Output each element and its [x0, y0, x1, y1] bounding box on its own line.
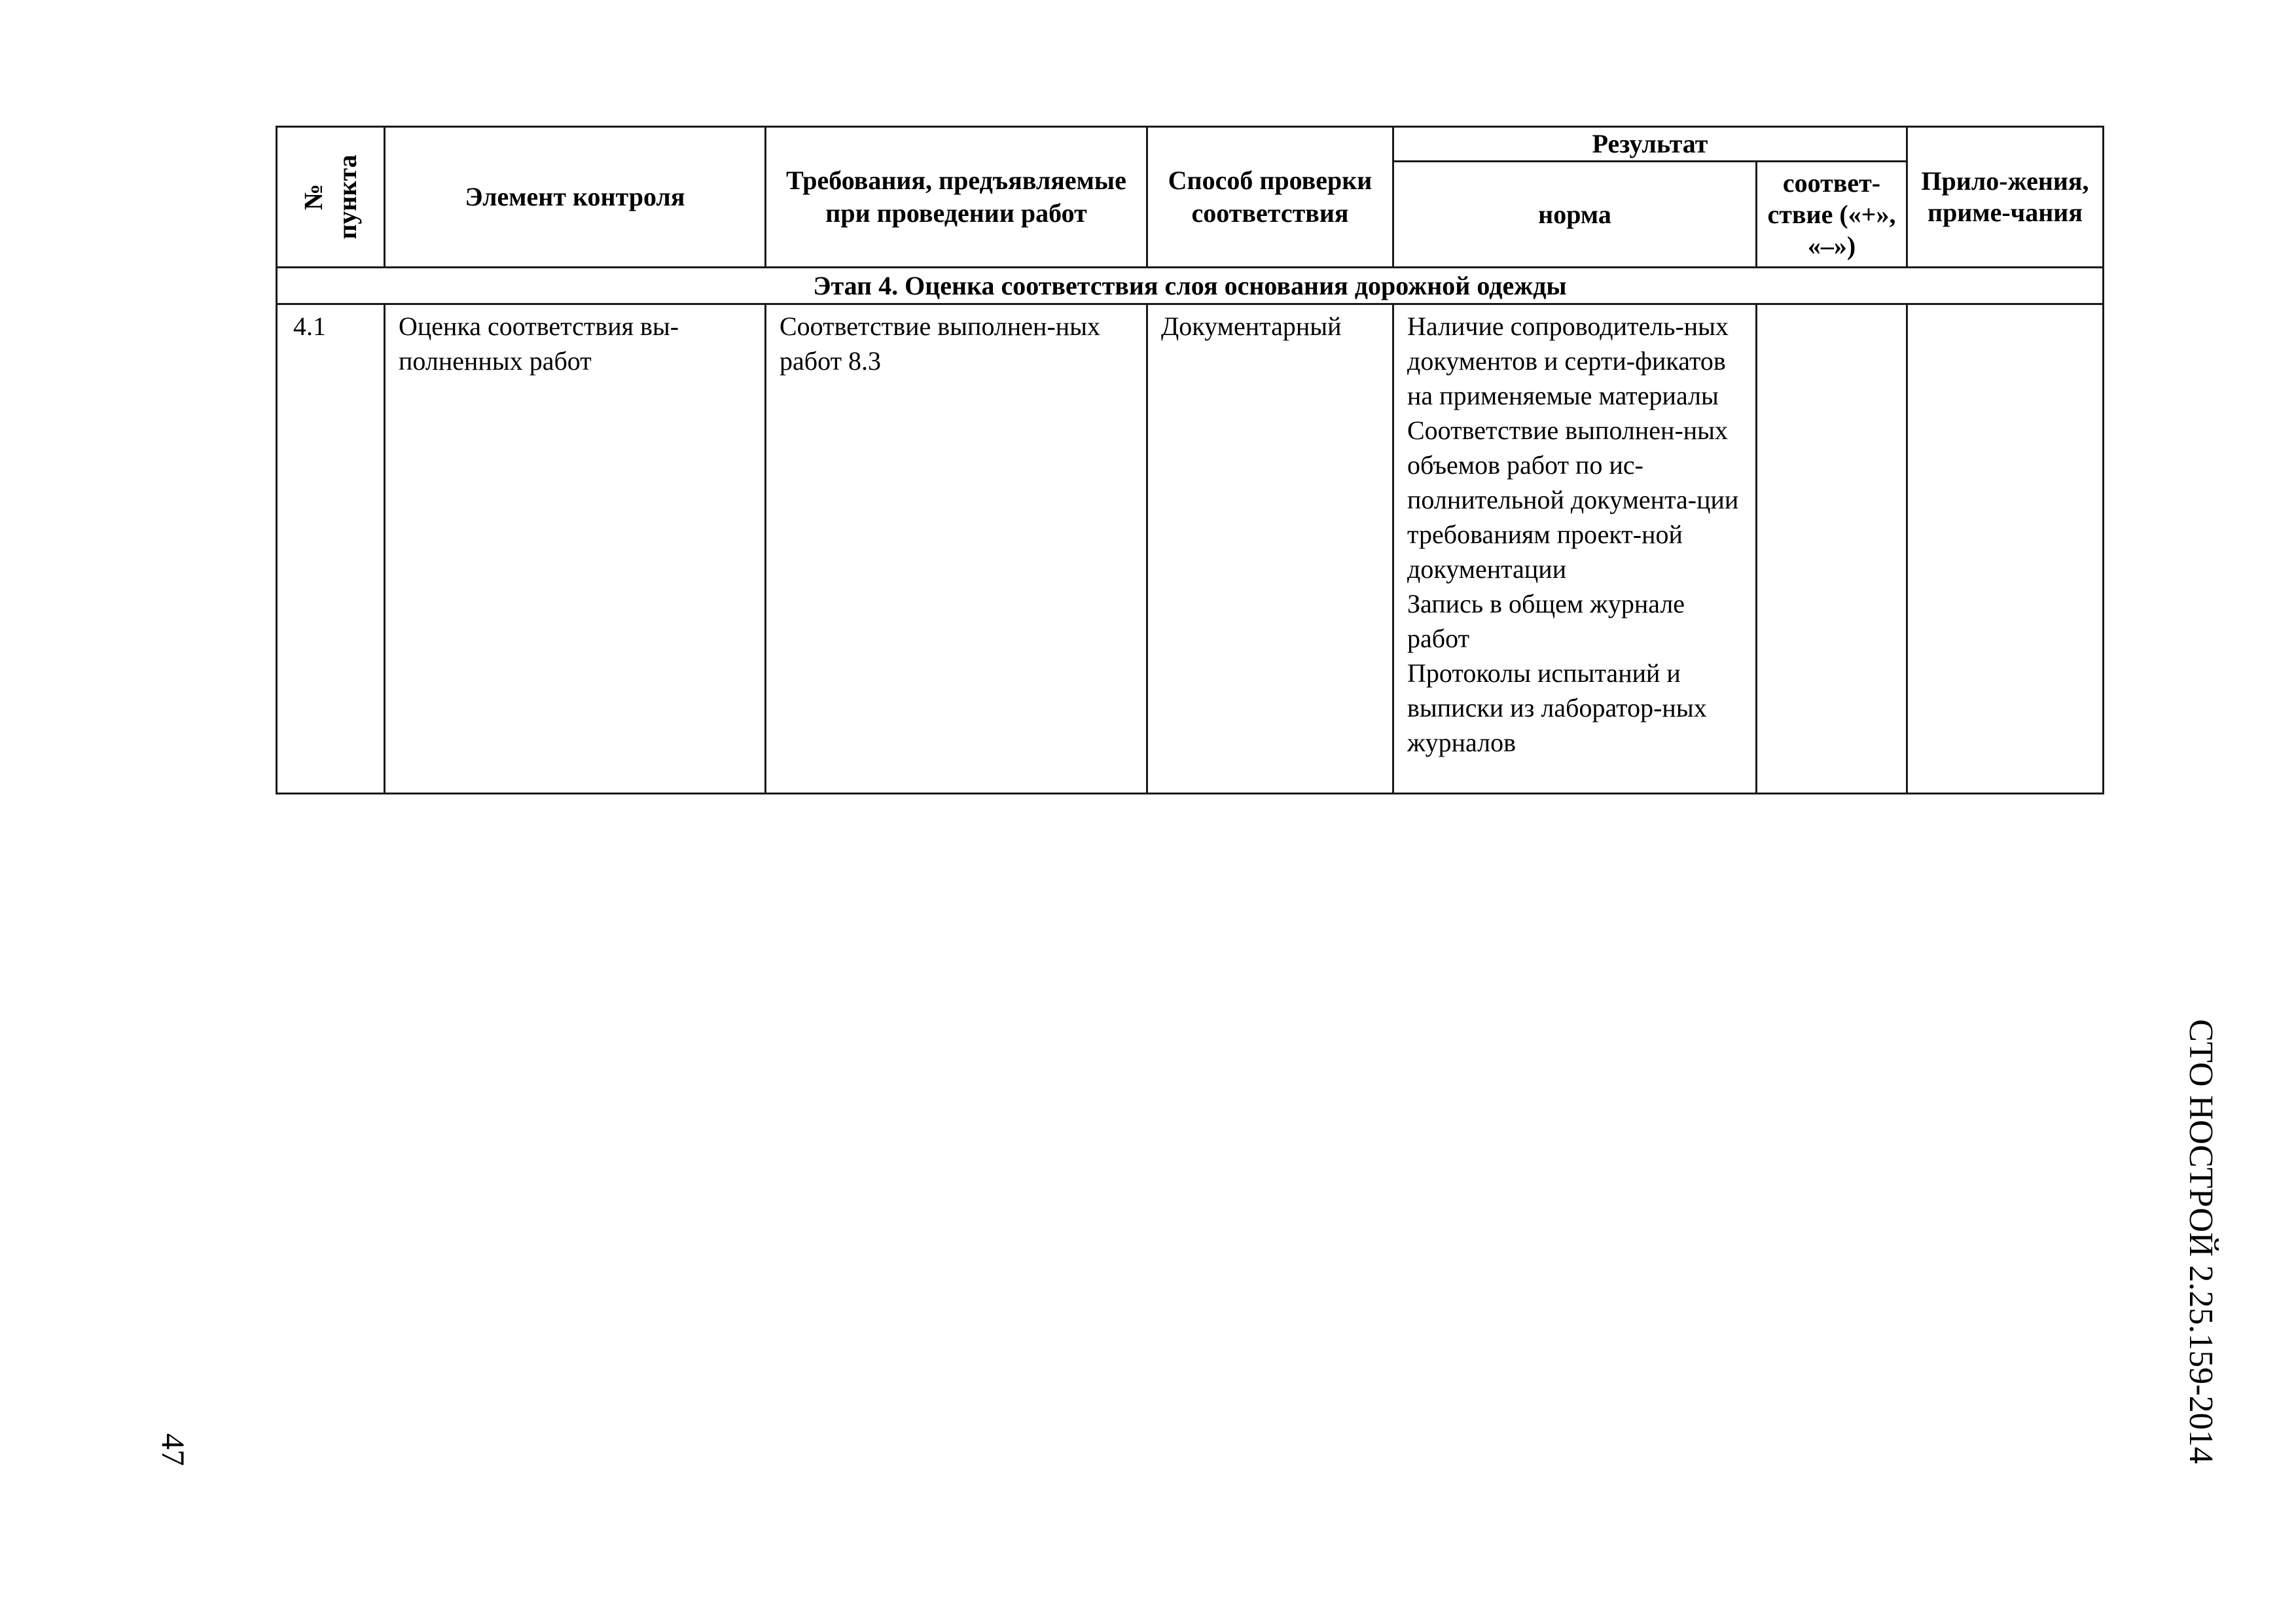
page-number: 47	[155, 1433, 192, 1466]
row-norm	[1393, 304, 1757, 794]
row-notes	[1907, 304, 2104, 794]
row-control-element: Оценка соответствия вы-полненных работ	[385, 304, 766, 794]
document-code	[2179, 999, 2221, 1484]
stage-heading: Этап 4. Оценка соответствия слоя основания дорожной одежды	[277, 268, 2104, 304]
header-norm: норма	[1393, 162, 1757, 268]
header-item-number	[277, 127, 385, 268]
norm-item: Протоколы испытаний и выписки из лаборатор-ных журналов	[1407, 658, 1707, 757]
header-control-element: Элемент контроля	[385, 127, 766, 268]
row-number: 4.1	[277, 304, 385, 794]
row-compliance	[1757, 304, 1907, 794]
header-notes: Прило-жения, приме-чания	[1907, 127, 2104, 268]
header-number-sign: №	[298, 183, 328, 211]
header-requirements: Требования, предъявляемые при проведении работ	[766, 127, 1147, 268]
norm-item: Соответствие выполнен-ных объемов работ по ис-полнительной документа-ции требованиям проект-ной документации	[1407, 416, 1739, 584]
row-check-method: Документарный	[1147, 304, 1393, 794]
table-row	[277, 304, 2104, 794]
norm-item: Наличие сопроводитель-ных документов и серти-фикатов на применяемые материалы	[1407, 312, 1729, 410]
norm-item: Запись в общем журнале работ	[1407, 589, 1685, 653]
row-requirements: Соответствие выполнен-ных работ 8.3	[766, 304, 1147, 794]
header-result: Результат	[1393, 127, 1907, 162]
header-compliance: соответ-ствие («+», «–»)	[1757, 162, 1907, 268]
document-code-text: СТО НОСТРОЙ 2.25.159-2014	[2182, 1019, 2219, 1464]
header-check-method: Способ проверки соответствия	[1147, 127, 1393, 268]
header-number-word: пункта	[332, 154, 362, 240]
control-table	[276, 126, 2104, 794]
